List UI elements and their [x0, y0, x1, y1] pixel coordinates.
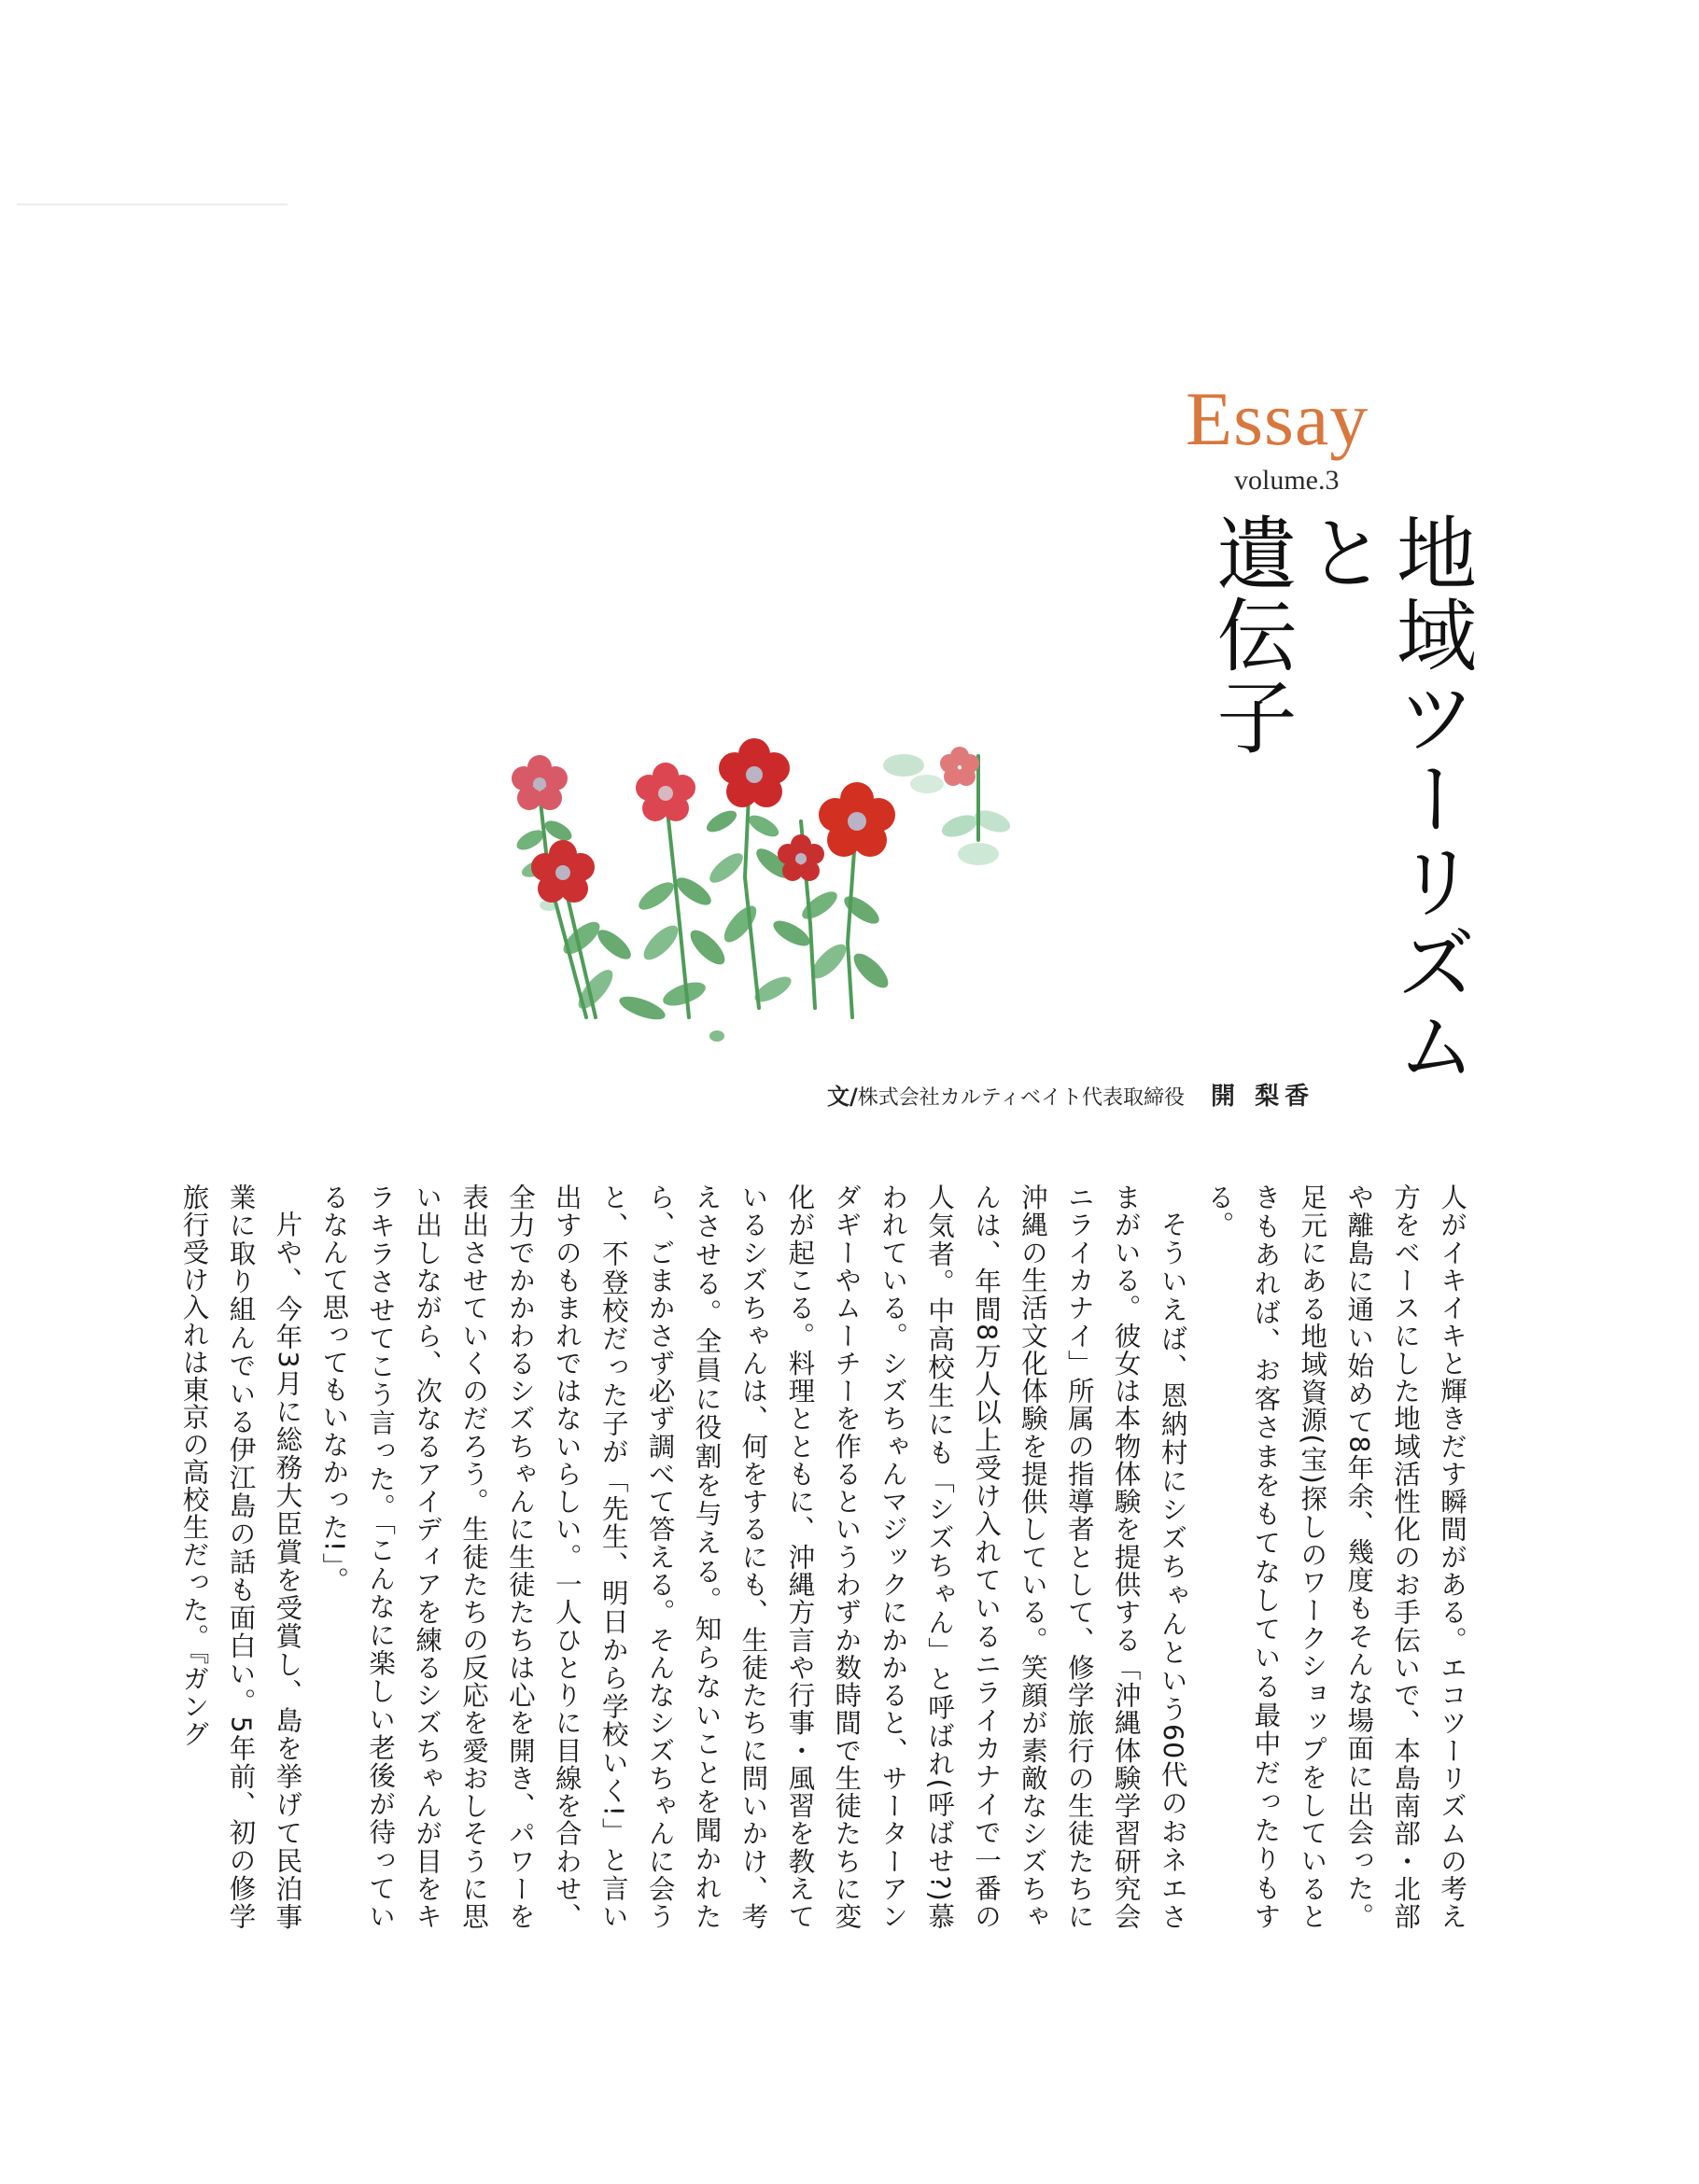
essay-body — [112, 1183, 1475, 1930]
paragraph-2: そういえば、恩納村にシズちゃんという60代のおネエさまがいる。彼女は本物体験を提供する「沖縄体験学習研究会ニライカナイ」所属の指導者として、修学旅行の生徒たちに沖縄の生活文化体験を提供している。笑顔が素敵なシズちゃんは、年間8万人以上受け入れているニライカナイで一番の人気者。中高校生にも「シズちゃん」と呼ばれ(呼ばせ?)慕われている。シズちゃんマジックにかかると、サーターアンダギーやムーチーを作るというわずか数時間で生徒たちに変化が起こる。料理とともに、沖縄方言や行事・風習を教えているシズちゃんは、何をするにも、生徒たちに問いかけ、考えさせる。全員に役割を与える。知らないことを聞かれたら、ごまかさず必ず調べて答える。そんなシズちゃんに会うと、不登校だった子が「先生、明日から学校いく!」と言い出すのもまれではないらしい。一人ひとりに目線を合わせ、全力でかかわるシズちゃんに生徒たちは心を開き、パワーを表出させていくのだろう。生徒たちの反応を愛おしそうに思い出しながら、次なるアイディアを練るシズちゃんが目をキラキラさせてこう言った。「こんなに楽しい老後が待っているなんて思ってもいなかった!」。 — [318, 1183, 1188, 1930]
byline-role: 株式会社カルティベイト代表取締役 — [857, 1086, 1186, 1110]
scan-edge-line — [17, 203, 288, 205]
paragraph-1: 人がイキイキと輝きだす瞬間がある。エコツーリズムの考え方をベースにした地域活性化のお手伝いで、本島南部・北部や離島に通い始めて8年余、幾度もそんな場面に出会った。足元にある地域資源(宝)探しのワークショップをしているときもあれば、お客さまをもてなしている最中だったりもする。 — [1203, 1183, 1467, 1930]
paragraph-3: 片や、今年3月に総務大臣賞を受賞し、島を挙げて民泊事業に取り組んでいる伊江島の話も面白い。5年前、初の修学旅行受け入れは東京の高校生だった。『ガング — [178, 1183, 303, 1930]
title-line-2: 遺伝子 — [1202, 511, 1297, 758]
byline — [827, 1077, 1314, 1112]
byline-author: 開 梨香 — [1211, 1083, 1315, 1111]
essay-label: Essay — [1186, 376, 1369, 461]
watercolor-flowers-illustration — [493, 737, 1016, 1055]
volume-label: volume.3 — [1234, 465, 1340, 496]
byline-prefix: 文/ — [827, 1084, 858, 1110]
essay-title — [1204, 511, 1474, 1109]
title-line-1: 地域ツーリズムと — [1292, 511, 1476, 1086]
